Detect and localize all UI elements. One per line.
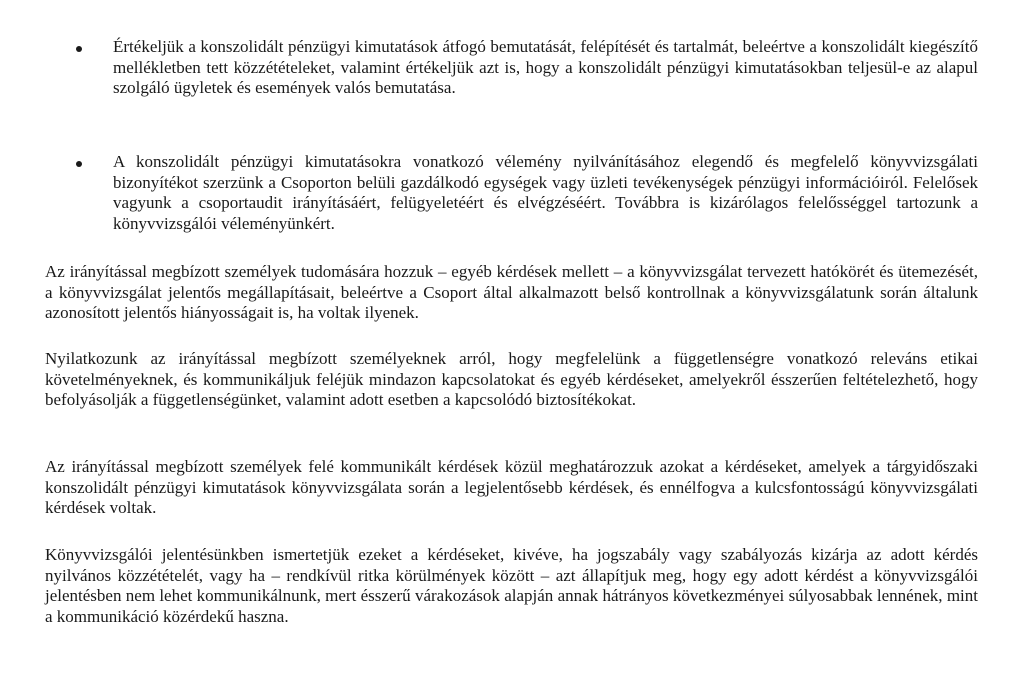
paragraph-text: Az irányítással megbízott személyek felé kommunikált kérdések közül meghatározzuk azokat a kérdéseket, amelyek a tárgyidőszaki konszolidált pénzügyi kimutatások könyvvizsgálata során a legjelentősebb kérdések, és ennélfogva a kulcsfontosságú könyvvizsgálati kérdések voltak. bbox=[45, 457, 978, 517]
bullet-text: A konszolidált pénzügyi kimutatásokra vonatkozó vélemény nyilvánításához elegendő és megfelelő könyvvizsgálati bizonyítékot szerzünk a Csoporton belüli gazdálkodó egységek vagy üzleti tevékenységek pénzügyi információiról. Felelősek vagyunk a csoportaudit irányításáért, felügyeletéért és elvégzéséért. Továbbra is kizárólagos felelősséggel tartozunk a könyvvizsgálói véleményünkért. bbox=[113, 152, 978, 233]
paragraph-text: Nyilatkozunk az irányítással megbízott személyeknek arról, hogy megfelelünk a függetlenségre vonatkozó releváns etikai követelményeknek, és kommunikáljuk feléjük mindazon kapcsolatokat és egyéb kérdéseket, amelyekről ésszerűen feltételezhető, hogy befolyásolják a függetlenségünket, valamint adott esetben a kapcsolódó biztosítékokat. bbox=[45, 349, 978, 409]
bullet-item bbox=[113, 37, 978, 99]
bullet-dot bbox=[76, 46, 82, 52]
bullet-dot bbox=[76, 161, 82, 167]
bullet-text: Értékeljük a konszolidált pénzügyi kimutatások átfogó bemutatását, felépítését és tartalmát, beleértve a konszolidált kiegészítő mellékletben tett közzétételeket, valamint értékeljük azt is, hogy a konszolidált pénzügyi kimutatásokban teljesül-e az alapul szolgáló ügyletek és események valós bemutatása. bbox=[113, 37, 978, 97]
paragraph bbox=[45, 349, 978, 411]
paragraph bbox=[45, 457, 978, 519]
paragraph-text: Az irányítással megbízott személyek tudomására hozzuk – egyéb kérdések mellett – a könyvvizsgálat tervezett hatókörét és ütemezését, a könyvvizsgálat jelentős megállapításait, beleértve a Csoport által alkalmazott belső kontrollnak a könyvvizsgálatunk során általunk azonosított jelentős hiányosságait is, ha voltak ilyenek. bbox=[45, 262, 978, 322]
paragraph bbox=[45, 262, 978, 324]
bullet-item bbox=[113, 152, 978, 234]
paragraph bbox=[45, 545, 978, 627]
paragraph-text: Könyvvizsgálói jelentésünkben ismertetjük ezeket a kérdéseket, kivéve, ha jogszabály vagy szabályozás kizárja az adott kérdés nyilvános közzétételét, vagy ha – rendkívül ritka körülmények között – azt állapítjuk meg, hogy egy adott kérdést a könyvvizsgálói jelentésben nem lehet kommunikálnunk, mert ésszerű várakozások alapján annak hátrányos következményei súlyosabbak lennének, mint a kommunikáció közérdekű haszna. bbox=[45, 545, 978, 626]
